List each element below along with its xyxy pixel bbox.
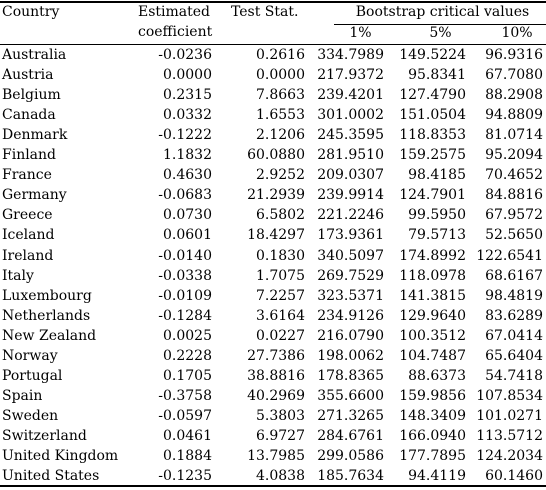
coefficient-cell: 0.0461 <box>163 427 212 444</box>
coefficient-cell: -0.0683 <box>158 187 212 204</box>
country-cell: Greece <box>2 207 53 224</box>
crit-10-cell: 124.2034 <box>476 448 543 464</box>
crit-10-cell: 65.6404 <box>485 347 543 364</box>
test-stat-cell: 60.0880 <box>247 147 305 164</box>
country-cell: Italy <box>2 267 34 284</box>
crit-5-cell: 159.9856 <box>399 387 466 404</box>
country-cell: Denmark <box>2 127 68 144</box>
crit-10-cell: 54.7418 <box>485 367 543 384</box>
country-cell: Portugal <box>2 367 63 384</box>
crit-10-cell: 94.8809 <box>485 107 543 124</box>
test-stat-cell: 6.9727 <box>256 427 305 444</box>
crit-1-cell: 239.9914 <box>317 187 384 204</box>
test-stat-cell: 0.1830 <box>256 247 305 264</box>
crit-5-cell: 118.8353 <box>399 127 466 144</box>
coefficient-cell: 0.2228 <box>163 347 212 364</box>
crit-5-cell: 149.5224 <box>399 47 466 63</box>
country-cell: Spain <box>2 387 43 404</box>
crit-1-cell: 355.6600 <box>317 387 384 404</box>
crit-10-cell: 113.5712 <box>476 427 543 444</box>
crit-5-cell: 159.2575 <box>399 147 466 164</box>
test-stat-cell: 2.9252 <box>256 167 305 184</box>
crit-5-cell: 94.4119 <box>408 468 466 485</box>
crit-1-cell: 185.7634 <box>317 468 384 485</box>
test-stat-cell: 1.6553 <box>256 107 305 124</box>
crit-1-cell: 221.2246 <box>317 207 384 224</box>
coefficient-cell: 1.1832 <box>163 147 212 164</box>
test-stat-cell: 2.1206 <box>256 127 305 144</box>
crit-10-cell: 68.6167 <box>485 267 543 284</box>
coefficient-cell: -0.0140 <box>158 247 212 264</box>
crit-5-cell: 129.9640 <box>399 307 466 324</box>
country-cell: Canada <box>2 107 56 124</box>
test-stat-cell: 21.2939 <box>247 187 305 204</box>
crit-1-cell: 269.7529 <box>317 267 384 284</box>
crit-1-cell: 301.0002 <box>317 107 384 124</box>
header-estimated: Estimated <box>138 4 211 20</box>
country-cell: Sweden <box>2 407 59 424</box>
coefficient-cell: 0.4630 <box>163 167 212 184</box>
crit-1-cell: 323.5371 <box>317 287 384 304</box>
crit-5-cell: 88.6373 <box>408 367 466 384</box>
coefficient-cell: 0.1884 <box>163 448 212 464</box>
crit-5-cell: 79.5713 <box>408 227 466 244</box>
coefficient-cell: 0.0025 <box>163 327 212 344</box>
crit-10-cell: 98.4819 <box>485 287 543 304</box>
crit-1-cell: 334.7989 <box>317 47 384 63</box>
crit-5-cell: 127.4790 <box>399 87 466 104</box>
crit-1-cell: 271.3265 <box>317 407 384 424</box>
crit-5-cell: 118.0978 <box>399 267 466 284</box>
crit-10-cell: 67.0414 <box>485 327 543 344</box>
country-cell: United States <box>2 468 100 485</box>
crit-1-cell: 234.9126 <box>317 307 384 324</box>
crit-10-cell: 67.7080 <box>485 67 543 84</box>
coefficient-cell: -0.1235 <box>158 468 212 485</box>
country-cell: Ireland <box>2 247 54 264</box>
test-stat-cell: 4.0838 <box>256 468 305 485</box>
header-country: Country <box>2 4 60 20</box>
coefficient-cell: -0.0236 <box>158 47 212 63</box>
test-stat-cell: 0.0227 <box>256 327 305 344</box>
test-stat-cell: 0.0000 <box>256 67 305 84</box>
crit-10-cell: 88.2908 <box>485 87 543 104</box>
crit-5-cell: 151.0504 <box>399 107 466 124</box>
header-10-percent: 10% <box>501 25 533 41</box>
crit-1-cell: 216.0790 <box>317 327 384 344</box>
crit-5-cell: 141.3815 <box>399 287 466 304</box>
coefficient-cell: 0.0000 <box>163 67 212 84</box>
coefficient-cell: 0.0332 <box>163 107 212 124</box>
crit-10-cell: 67.9572 <box>485 207 543 224</box>
crit-10-cell: 84.8816 <box>485 187 543 204</box>
crit-5-cell: 95.8341 <box>408 67 466 84</box>
test-stat-cell: 7.2257 <box>256 287 305 304</box>
country-cell: Finland <box>2 147 57 164</box>
header-1-percent: 1% <box>349 25 372 41</box>
country-cell: Iceland <box>2 227 55 244</box>
coefficient-cell: -0.0597 <box>158 407 212 424</box>
country-cell: New Zealand <box>2 327 97 344</box>
crit-10-cell: 107.8534 <box>476 387 543 404</box>
header-5-percent: 5% <box>429 25 452 41</box>
country-cell: Luxembourg <box>2 287 92 304</box>
test-stat-cell: 0.2616 <box>256 47 305 63</box>
crit-10-cell: 81.0714 <box>485 127 543 144</box>
crit-10-cell: 52.5650 <box>485 227 543 244</box>
coefficient-cell: -0.1284 <box>158 307 212 324</box>
country-cell: Germany <box>2 187 67 204</box>
test-stat-cell: 1.7075 <box>256 267 305 284</box>
crit-1-cell: 299.0586 <box>317 448 384 464</box>
crit-1-cell: 209.0307 <box>317 167 384 184</box>
crit-10-cell: 96.9316 <box>485 47 543 63</box>
country-cell: Belgium <box>2 87 61 104</box>
crit-1-cell: 217.9372 <box>317 67 384 84</box>
country-cell: Netherlands <box>2 307 91 324</box>
crit-10-cell: 101.0271 <box>476 407 543 424</box>
crit-10-cell: 83.6289 <box>485 307 543 324</box>
crit-1-cell: 178.8365 <box>317 367 384 384</box>
country-cell: Australia <box>2 47 67 63</box>
crit-5-cell: 177.7895 <box>399 448 466 464</box>
test-stat-cell: 6.5802 <box>256 207 305 224</box>
crit-1-cell: 340.5097 <box>317 247 384 264</box>
coefficient-cell: 0.0601 <box>163 227 212 244</box>
crit-10-cell: 70.4652 <box>485 167 543 184</box>
crit-1-cell: 284.6761 <box>317 427 384 444</box>
header-coefficient: coefficient <box>138 24 213 40</box>
coefficient-cell: -0.0338 <box>158 267 212 284</box>
crit-1-cell: 239.4201 <box>317 87 384 104</box>
test-stat-cell: 5.3803 <box>256 407 305 424</box>
coefficient-cell: -0.0109 <box>158 287 212 304</box>
test-stat-cell: 7.8663 <box>256 87 305 104</box>
coefficient-cell: -0.3758 <box>158 387 212 404</box>
crit-1-cell: 281.9510 <box>317 147 384 164</box>
country-cell: United Kingdom <box>2 448 119 464</box>
crit-5-cell: 100.3512 <box>399 327 466 344</box>
crit-1-cell: 198.0062 <box>317 347 384 364</box>
country-cell: Norway <box>2 347 58 364</box>
crit-5-cell: 124.7901 <box>399 187 466 204</box>
test-stat-cell: 27.7386 <box>247 347 305 364</box>
coefficient-cell: 0.1705 <box>163 367 212 384</box>
header-test-stat: Test Stat. <box>231 4 299 20</box>
country-cell: Austria <box>2 67 54 84</box>
test-stat-cell: 3.6164 <box>256 307 305 324</box>
bottom-rule <box>0 485 546 487</box>
crit-5-cell: 98.4185 <box>408 167 466 184</box>
crit-5-cell: 148.3409 <box>399 407 466 424</box>
crit-5-cell: 174.8992 <box>399 247 466 264</box>
crit-10-cell: 122.6541 <box>476 247 543 264</box>
country-cell: Switzerland <box>2 427 87 444</box>
test-stat-cell: 38.8816 <box>247 367 305 384</box>
crit-10-cell: 95.2094 <box>485 147 543 164</box>
crit-1-cell: 245.3595 <box>317 127 384 144</box>
test-stat-cell: 18.4297 <box>247 227 305 244</box>
crit-10-cell: 60.1460 <box>485 468 543 485</box>
coefficient-cell: 0.2315 <box>163 87 212 104</box>
test-stat-cell: 13.7985 <box>247 448 305 464</box>
crit-5-cell: 104.7487 <box>399 347 466 364</box>
crit-1-cell: 173.9361 <box>317 227 384 244</box>
crit-5-cell: 166.0940 <box>399 427 466 444</box>
country-cell: France <box>2 167 52 184</box>
coefficient-cell: 0.0730 <box>163 207 212 224</box>
header-bootstrap: Bootstrap critical values <box>355 4 530 20</box>
test-stat-cell: 40.2969 <box>247 387 305 404</box>
coefficient-cell: -0.1222 <box>158 127 212 144</box>
crit-5-cell: 99.5950 <box>408 207 466 224</box>
